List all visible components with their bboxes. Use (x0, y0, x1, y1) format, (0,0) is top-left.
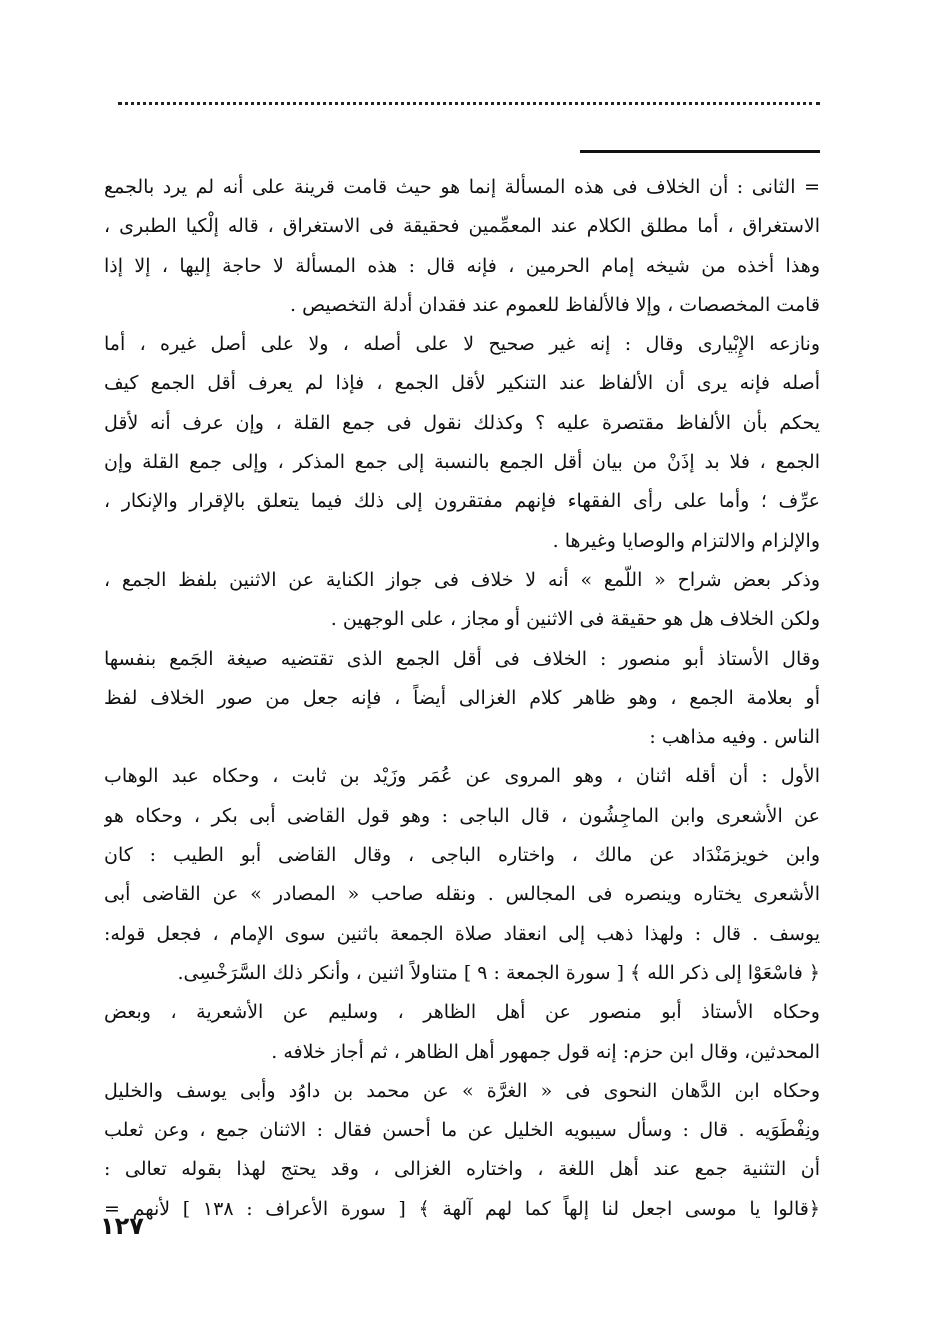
text-line: الناس . وفيه مذاهب : (649, 726, 820, 749)
text-line: وحكاه ابن الدَّهان النحوى فى « الغرَّة » عن محمد بن داوُد وأبى يوسف والخليل (104, 1079, 820, 1102)
text-line: ونِفْطَوَيه . قال : وسأل سيبويه الخليل عن ما أحسن فقال : الاثنان جمع ، وعن ثعلب (104, 1119, 820, 1142)
text-line: وحكاه الأستاذ أبو منصور عن أهل الظاهر ، وسليم عن الأشعرية ، وبعض (104, 1001, 820, 1024)
page-number: ١٢٧ (100, 1212, 144, 1240)
text-line: أو بعلامة الجمع ، وهو ظاهر كلام الغزالى أيضاً ، فإنه جعل من صور الخلاف لفظ (104, 686, 820, 709)
text-line: يوسف . قال : ولهذا ذهب إلى انعقاد صلاة الجمعة باثنين سوى الإمام ، فجعل قوله: (104, 922, 820, 945)
text-line: والإلزام والالتزام والوصايا وغيرها . (552, 529, 820, 552)
text-line: = الثانى : أن الخلاف فى هذه المسألة إنما هو حيث قامت قرينة على أنه لم يرد بالجمع (104, 176, 820, 198)
text-line: وهذا أخذه من شيخه إمام الحرمين ، فإنه قال : هذه المسألة لا حاجة إليها ، إلا إذا (104, 254, 820, 277)
body-text (104, 168, 820, 1229)
footnote-rule (580, 150, 820, 153)
text-line: وقال الأستاذ أبو منصور : الخلاف فى أقل الجمع الذى تقتضيه صيغة الجَمع بنفسها (104, 647, 820, 670)
text-line: الأول : أن أقله اثنان ، وهو المروى عن عُمَر وزَيْد بن ثابت ، وحكاه عبد الوهاب (104, 765, 820, 788)
text-line: أن التثنية جمع عند أهل اللغة ، واختاره الغزالى ، وقد يحتج لهذا بقوله تعالى : (104, 1158, 820, 1181)
text-line: ﴿قالوا يا موسى اجعل لنا إلهاً كما لهم آلهة ﴾ [ سورة الأعراف : ١٣٨ ] لأنهم = (104, 1197, 820, 1220)
text-line: الأشعرى يختاره وينصره فى المجالس . ونقله صاحب « المصادر » عن القاضى أبى (104, 883, 820, 906)
text-line: ونازعه الإِبْيارى وقال : إنه غير صحيح لا على أصله ، ولا على أصل غيره ، أما (104, 333, 820, 356)
dotted-separator (118, 102, 820, 115)
text-line: المحدثين، وقال ابن حزم: إنه قول جمهور أهل الظاهر ، ثم أجاز خلافه . (271, 1040, 820, 1063)
text-line: وابن خويزمَنْدَاد عن مالك ، واختاره الباجى ، وقال القاضى أبو الطيب : كان (104, 844, 820, 867)
text-line: الجمع ، فلا بد إذَنْ من بيان أقل الجمع بالنسبة إلى جمع المذكر ، وإلى جمع القلة وإن (104, 451, 820, 474)
text-line: يحكم بأن الألفاظ مقتصرة عليه ؟ وكذلك نقول فى جمع القلة ، وإن عرف أنه لأقل (104, 411, 820, 434)
text-line: قامت المخصصات ، وإلا فالألفاظ للعموم عند فقدان أدلة التخصيص . (290, 293, 820, 316)
text-line: ﴿ فاسْعَوْا إلى ذكر الله ﴾ [ سورة الجمعة : ٩ ] متناولاً اثنين ، وأنكر ذلك السَّرَخْسِى. (177, 961, 820, 984)
text-line: ولكن الخلاف هل هو حقيقة فى الاثنين أو مجاز ، على الوجهين . (330, 608, 820, 631)
text-line: الاستغراق ، أما مطلق الكلام عند المعمِّمين فحقيقة فى الاستغراق ، قاله إلْكيا الطبرى ، (104, 215, 820, 238)
text-line: وذكر بعض شراح « اللّمع » أنه لا خلاف فى جواز الكناية عن الاثنين بلفظ الجمع ، (104, 568, 820, 591)
text-line: أصله فإنه يرى أن الألفاظ عند التنكير لأقل الجمع ، فإذا لم يعرف أقل الجمع كيف (104, 372, 820, 395)
text-line: عن الأشعرى وابن الماجِشُون ، قال الباجى : وهو قول القاضى أبى بكر ، وحكاه هو (104, 804, 820, 827)
text-line: عرِّف ؛ وأما على رأى الفقهاء فإنهم مفتقرون إلى ذلك فيما يتعلق بالإقرار والإنكار ، (104, 490, 820, 513)
